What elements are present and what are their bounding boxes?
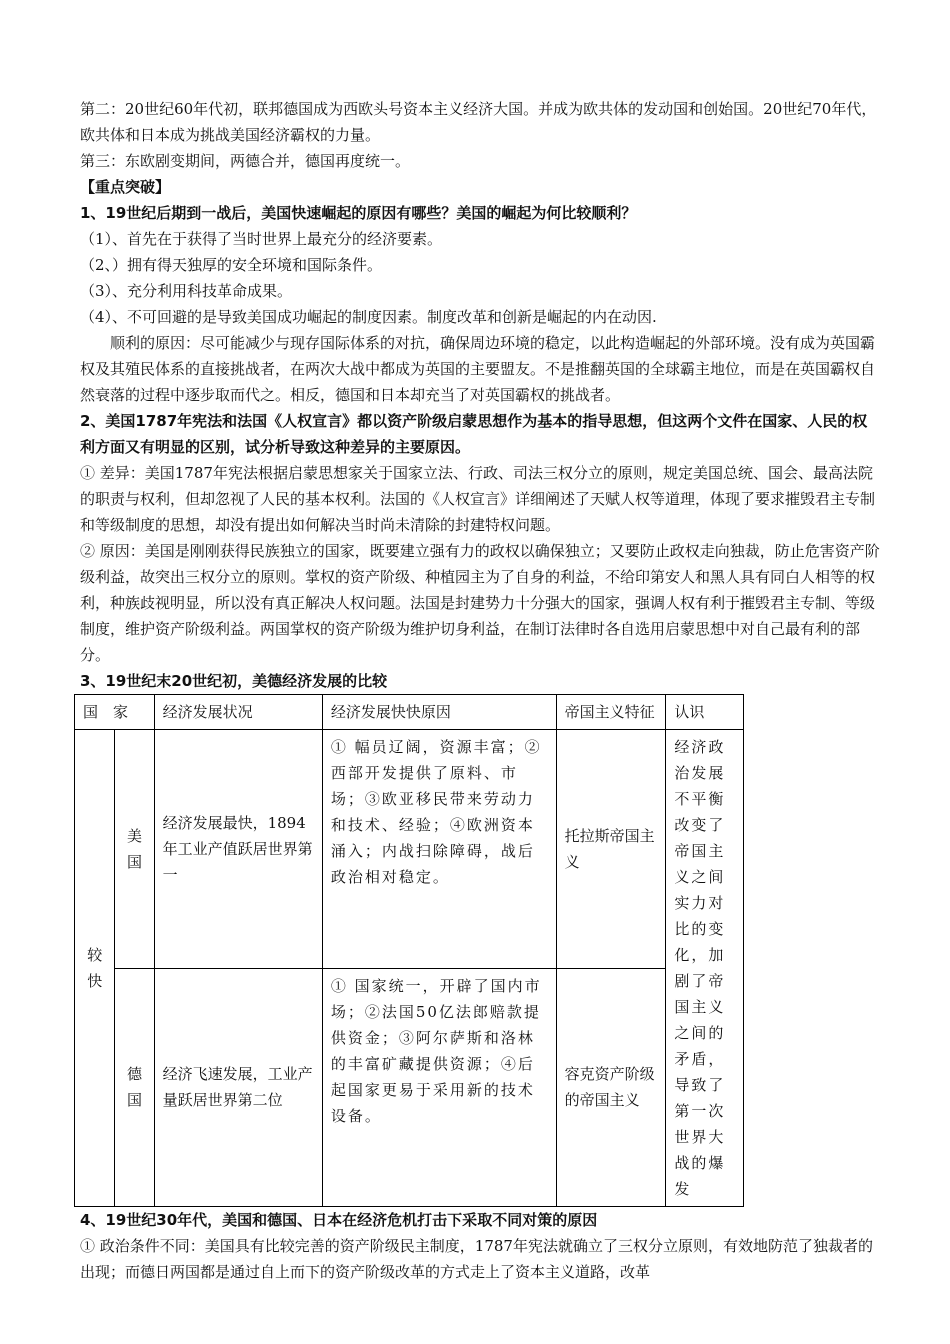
country-usa: 美国 xyxy=(115,730,154,969)
question-2-reason: ② 原因：美国是刚刚获得民族独立的国家，既要建立强有力的政权以确保独立；又要防止政权走向独裁，防止危害资产阶级利益，故突出三权分立的原则。掌权的资产阶级、种植园主为了自身的利益，不给印第安人和黑人具有同白人相等的权利，种族歧视明显，所以没有真正解决人权问题。法国是封建势力十分强大的国家，强调人权有利于摧毁君主专制、等级制度，维护资产阶级利益。两国掌权的资产阶级为维护切身利益，在制订法律时各自选用启蒙思想中对自己最有利的部分。 xyxy=(80,542,880,664)
paragraph-second: 第二：20世纪60年代初，联邦德国成为西欧头号资本主义经济大国。并成为欧共体的发动国和创始国。20世纪70年代，欧共体和日本成为挑战美国经济霸权的力量。 xyxy=(80,100,877,144)
header-understanding: 认识 xyxy=(666,695,744,730)
question-1-item: （2、）拥有得天独厚的安全环境和国际条件。 xyxy=(80,256,383,274)
paragraph-third: 第三：东欧剧变期间，两德合并，德国再度统一。 xyxy=(80,152,411,170)
reasons-usa: ① 幅员辽阔，资源丰富；②西部开发提供了原料、市场；③欧亚移民带来劳动力和技术、经验；④欧洲资本涌入；内战扫除障碍，战后政治相对稳定。 xyxy=(322,730,556,969)
question-4-title: 4、19世纪30年代，美国和德国、日本在经济危机打击下采取不同对策的原因 xyxy=(80,1211,598,1229)
header-reasons: 经济发展快快原因 xyxy=(322,695,556,730)
question-2-difference: ① 差异：美国1787年宪法根据启蒙思想家关于国家立法、行政、司法三权分立的原则，规定美国总统、国会、最高法院的职责与权利，但却忽视了人民的基本权利。法国的《人权宣言》详细阐述了天赋人权等道理，体现了要求摧毁君主专制和等级制度的思想，却没有提出如何解决当时尚未清除的封建特权问题。 xyxy=(80,464,876,534)
question-4-text: ① 政治条件不同：美国具有比较完善的资产阶级民主制度，1787年宪法就确立了三权分立原则，有效地防范了独裁者的出现；而德日两国都是通过自上而下的资产阶级改革的方式走上了资本主义道路，改革 xyxy=(80,1237,873,1281)
question-1-smooth-reason: 顺利的原因：尽可能减少与现存国际体系的对抗，确保周边环境的稳定，以此构造崛起的外部环境。没有成为英国霸权及其殖民体系的直接挑战者，在两次大战中都成为英国的主要盟友。不是推翻英国的全球霸主地位，而是在英国霸权自然衰落的过程中逐步取而代之。相反，德国和日本却充当了对英国霸权的挑战者。 xyxy=(80,334,876,404)
header-status: 经济发展状况 xyxy=(154,695,322,730)
question-3-title: 3、19世纪末20世纪初，美德经济发展的比较 xyxy=(80,672,388,690)
question-1-item: （1）、首先在于获得了当时世界上最充分的经济要素。 xyxy=(80,230,443,248)
group-label: 较快 xyxy=(75,730,115,1207)
question-1-title: 1、19世纪后期到一战后，美国快速崛起的原因有哪些？美国的崛起为何比较顺利？ xyxy=(80,204,637,222)
table-row-usa xyxy=(75,730,744,969)
country-germany: 德国 xyxy=(115,968,154,1207)
question-1-item: （3）、充分利用科技革命成果。 xyxy=(80,282,293,300)
feature-germany: 容克资产阶级的帝国主义 xyxy=(556,968,666,1207)
header-country: 国 家 xyxy=(75,695,155,730)
status-usa: 经济发展最快，1894年工业产值跃居世界第一 xyxy=(154,730,322,969)
understanding-cell: 经济政治发展不平衡改变了帝国主义之间实力对比的变化，加剧了帝国主义之间的矛盾，导致了第一次世界大战的爆发 xyxy=(666,730,744,1207)
reasons-germany: ① 国家统一，开辟了国内市场；②法国50亿法郎赔款提供资金；③阿尔萨斯和洛林的丰富矿藏提供资源；④后起国家更易于采用新的技术设备。 xyxy=(322,968,556,1207)
header-feature: 帝国主义特征 xyxy=(556,695,666,730)
section-title: 【重点突破】 xyxy=(80,178,171,196)
question-2-title: 2、美国1787年宪法和法国《人权宣言》都以资产阶级启蒙思想作为基本的指导思想，但这两个文件在国家、人民的权利方面又有明显的区别，试分析导致这种差异的主要原因。 xyxy=(80,412,868,456)
table-header-row xyxy=(75,695,744,730)
feature-usa: 托拉斯帝国主义 xyxy=(556,730,666,969)
comparison-table xyxy=(74,694,744,1207)
status-germany: 经济飞速发展，工业产量跃居世界第二位 xyxy=(154,968,322,1207)
question-1-item: （4）、不可回避的是导致美国成功崛起的制度因素。制度改革和创新是崛起的内在动因. xyxy=(80,308,657,326)
document-page xyxy=(80,96,880,1285)
table-row-germany xyxy=(75,968,744,1207)
